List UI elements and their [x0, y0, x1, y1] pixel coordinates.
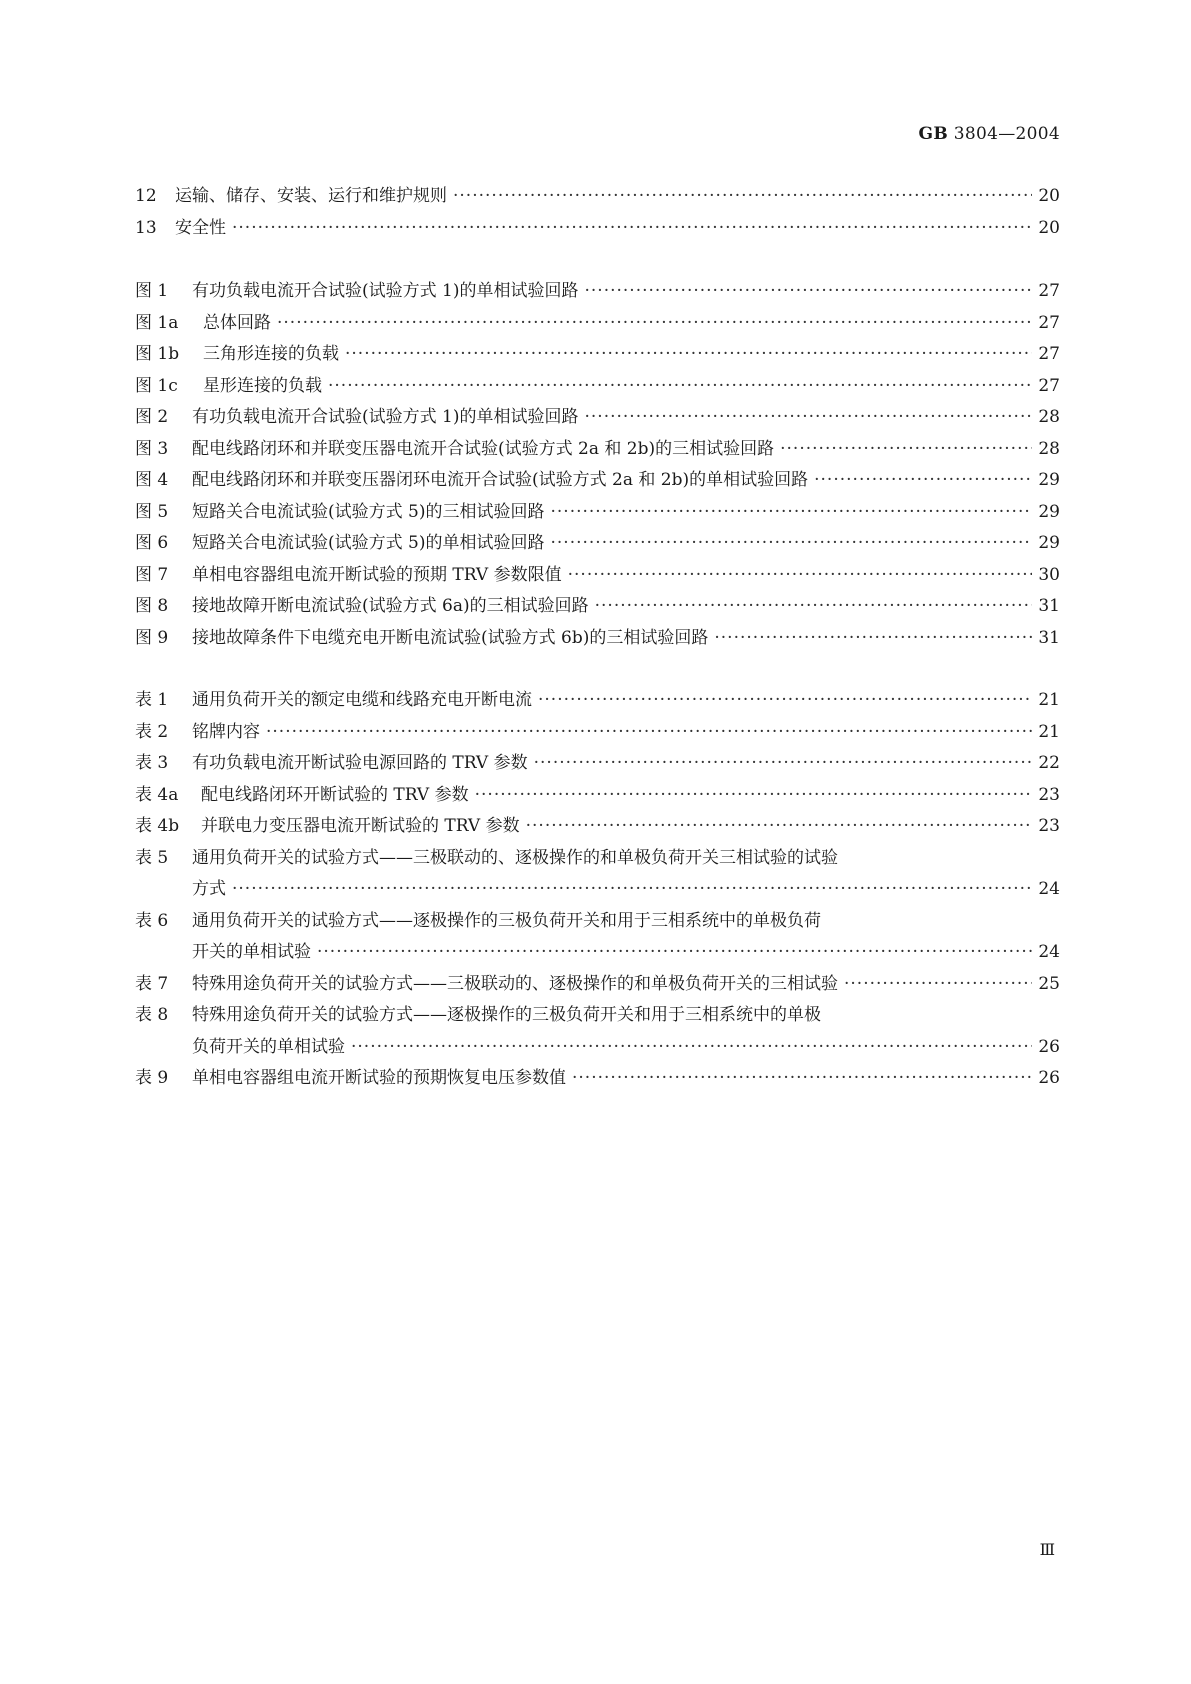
toc-entry-line: [135, 1063, 1060, 1095]
toc-entry-title: 有功负载电流开合试验(试验方式 1)的单相试验回路: [192, 281, 579, 301]
toc-entry[interactable]: [135, 623, 1060, 655]
toc-entry-line: [135, 780, 1060, 812]
toc-entry[interactable]: [135, 465, 1060, 497]
toc-dot-leader: [345, 339, 1032, 371]
toc-entry-number: 图 1b: [135, 344, 180, 364]
toc-dot-leader: [351, 1032, 1032, 1064]
toc-entry-page: 28: [1038, 407, 1060, 427]
toc-entry[interactable]: [135, 969, 1060, 1001]
toc-dot-leader: [266, 717, 1032, 749]
toc-entry-line: [135, 434, 1060, 466]
toc-entry-number: 图 7: [135, 564, 169, 585]
toc-entry-page: 21: [1038, 721, 1060, 742]
toc-tables: [135, 685, 1060, 1095]
toc-dot-leader: [584, 402, 1032, 434]
toc-entry-number: 表 3: [135, 753, 169, 773]
toc-entry-title: 短路关合电流试验(试验方式 5)的三相试验回路: [192, 501, 545, 522]
toc-entry-line: [135, 717, 1060, 749]
toc-entry-page: 27: [1038, 375, 1060, 396]
toc-entry-number: 表 1: [135, 690, 169, 710]
toc-entry-title: 通用负荷开关的试验方式——三极联动的、逐极操作的和单极负荷开关三相试验的试验: [192, 847, 838, 868]
toc-entry-page: 24: [1038, 879, 1060, 899]
toc-entry[interactable]: [135, 591, 1060, 623]
toc-entry-page: 22: [1038, 753, 1060, 773]
toc-entry-title: 铭牌内容: [192, 721, 260, 742]
toc-entry-number: 图 8: [135, 596, 169, 616]
toc-dot-leader: [568, 560, 1032, 592]
toc-entry-number: 表 4a: [135, 784, 179, 805]
toc-entry-line: [135, 465, 1060, 497]
toc-entry-number: 表 8: [135, 1005, 169, 1025]
toc-entry-line: [135, 591, 1060, 623]
toc-entry-line: [135, 685, 1060, 717]
toc-entry-title: 总体回路: [203, 312, 271, 333]
toc-entry-page: 31: [1038, 627, 1060, 648]
toc-dot-leader: [534, 748, 1032, 780]
toc-entry-line: [135, 402, 1060, 434]
toc-entry-page: 31: [1038, 596, 1060, 616]
toc-entry-line: [135, 906, 1060, 938]
toc-entry-number: 图 2: [135, 407, 169, 427]
toc-entry-page: 26: [1038, 1068, 1060, 1088]
toc-entry-page: 23: [1038, 816, 1060, 836]
toc-dot-leader: [550, 528, 1032, 560]
toc-entry-title: 特殊用途负荷开关的试验方式——逐极操作的三极负荷开关和用于三相系统中的单极: [192, 1005, 821, 1025]
toc-entry-page: 27: [1038, 312, 1060, 333]
toc-entry-title: 运输、储存、安装、运行和维护规则: [175, 186, 447, 206]
toc-entry-number: 图 1a: [135, 312, 179, 333]
toc-entry-title: 并联电力变压器电流开断试验的 TRV 参数: [201, 816, 520, 836]
toc-entry-title: 有功负载电流开断试验电源回路的 TRV 参数: [192, 753, 528, 773]
toc-entry-line: [135, 339, 1060, 371]
toc-entry-title: 星形连接的负载: [203, 375, 322, 396]
toc-entry[interactable]: [135, 434, 1060, 466]
standard-prefix: GB: [918, 124, 949, 144]
toc-entry-page: 27: [1038, 281, 1060, 301]
toc-entry-number: 图 1: [135, 281, 169, 301]
toc-entry[interactable]: [135, 1063, 1060, 1095]
toc-entry-page: 26: [1038, 1036, 1060, 1057]
toc-entry-page: 29: [1038, 501, 1060, 522]
toc-entry-page: 20: [1038, 217, 1060, 238]
toc-entry[interactable]: [135, 748, 1060, 780]
toc-entry-line: [135, 560, 1060, 592]
toc-entry-page: 21: [1038, 690, 1060, 710]
toc-entry-title: 通用负荷开关的试验方式——逐极操作的三极负荷开关和用于三相系统中的单极负荷: [192, 910, 821, 931]
toc-entry-number: 图 4: [135, 470, 169, 490]
toc-entry-title: 特殊用途负荷开关的试验方式——三极联动的、逐极操作的和单极负荷开关的三相试验: [192, 973, 838, 994]
toc-dot-leader: [475, 780, 1032, 812]
toc-entry[interactable]: [135, 339, 1060, 371]
toc-entry-page: 28: [1038, 438, 1060, 459]
toc-entry-page: 20: [1038, 186, 1060, 206]
toc-entry-page: 29: [1038, 470, 1060, 490]
toc-entry[interactable]: [135, 308, 1060, 340]
toc-entry-number: 图 1c: [135, 375, 178, 396]
standard-code: 3804—2004: [953, 124, 1060, 144]
toc-entry[interactable]: [135, 685, 1060, 717]
toc-dot-leader: [317, 937, 1032, 969]
toc-entry[interactable]: [135, 717, 1060, 749]
toc-dot-leader: [232, 874, 1032, 906]
toc-entry-title: 有功负载电流开合试验(试验方式 1)的单相试验回路: [192, 407, 579, 427]
toc-dot-leader: [595, 591, 1032, 623]
toc-entry-number: 表 9: [135, 1068, 169, 1088]
page-number: Ⅲ: [1039, 1540, 1055, 1559]
toc-entry-page: 27: [1038, 344, 1060, 364]
toc-entry[interactable]: [135, 1000, 1060, 1063]
toc-entry-title: 配电线路闭环和并联变压器电流开合试验(试验方式 2a 和 2b)的三相试验回路: [192, 438, 775, 459]
toc-entry-line: [135, 276, 1060, 308]
toc-entry[interactable]: [135, 276, 1060, 308]
toc-entry[interactable]: [135, 906, 1060, 969]
toc-dot-leader: [328, 371, 1032, 403]
toc-entry-line: [135, 308, 1060, 340]
toc-dot-leader: [584, 276, 1032, 308]
toc-entry-line: [135, 528, 1060, 560]
toc-entry[interactable]: [135, 402, 1060, 434]
toc-dot-leader: [714, 623, 1032, 655]
toc-entry-number: 12: [135, 186, 157, 206]
toc-dot-leader: [572, 1063, 1032, 1095]
toc-entry-number: 图 6: [135, 533, 169, 553]
toc-entry-page: 29: [1038, 533, 1060, 553]
standard-number: [919, 124, 1060, 144]
toc-entry[interactable]: [135, 811, 1060, 843]
toc-figures: [135, 276, 1060, 654]
toc-entry-line: [135, 371, 1060, 403]
toc-entry-page: 24: [1038, 942, 1060, 962]
toc-dot-leader: [232, 213, 1032, 245]
toc-entry-line: [135, 843, 1060, 875]
toc-entry[interactable]: [135, 528, 1060, 560]
toc-entry[interactable]: [135, 213, 1060, 245]
toc-entry-number: 表 2: [135, 721, 169, 742]
toc-dot-leader: [780, 434, 1032, 466]
toc-entry-title: 单相电容器组电流开断试验的预期恢复电压参数值: [192, 1068, 566, 1088]
toc-entry-number: 图 5: [135, 501, 169, 522]
toc-entry-number: 表 5: [135, 847, 169, 868]
toc-dot-leader: [814, 465, 1032, 497]
toc-entry-title: 接地故障开断电流试验(试验方式 6a)的三相试验回路: [192, 596, 589, 616]
toc-entry-title: 三角形连接的负载: [203, 344, 339, 364]
toc-entry[interactable]: [135, 843, 1060, 906]
toc-entry-title: 通用负荷开关的额定电缆和线路充电开断电流: [192, 690, 532, 710]
toc-entry-line: [135, 1000, 1060, 1032]
toc-entry-title-continued: 负荷开关的单相试验: [192, 1036, 345, 1057]
toc-dot-leader: [277, 308, 1032, 340]
toc-entry-line: [135, 181, 1060, 213]
toc-entry-line: [135, 937, 1060, 969]
toc-entry-number: 13: [135, 217, 157, 238]
toc-entry-title: 单相电容器组电流开断试验的预期 TRV 参数限值: [192, 564, 562, 585]
toc-entry-number: 表 6: [135, 910, 169, 931]
toc-entry-line: [135, 623, 1060, 655]
toc-entry[interactable]: [135, 560, 1060, 592]
toc-entry-title: 安全性: [175, 217, 226, 238]
toc-entry-line: [135, 748, 1060, 780]
toc-dot-leader: [453, 181, 1032, 213]
toc-entry-page: 23: [1038, 784, 1060, 805]
toc-entry-page: 30: [1038, 564, 1060, 585]
toc-dot-leader: [526, 811, 1032, 843]
toc-entry-title: 配电线路闭环开断试验的 TRV 参数: [201, 784, 469, 805]
toc-dot-leader: [550, 497, 1032, 529]
toc-entry[interactable]: [135, 371, 1060, 403]
toc-entry-title: 配电线路闭环和并联变压器闭环电流开合试验(试验方式 2a 和 2b)的单相试验回路: [192, 470, 809, 490]
toc-entry-line: [135, 874, 1060, 906]
toc-entry-number: 图 3: [135, 438, 169, 459]
toc-dot-leader: [538, 685, 1032, 717]
toc-entry[interactable]: [135, 181, 1060, 213]
toc-entry[interactable]: [135, 497, 1060, 529]
toc-entry-title-continued: 方式: [192, 879, 226, 899]
toc-entry-page: 25: [1038, 973, 1060, 994]
toc-entry-line: [135, 811, 1060, 843]
toc-entry-line: [135, 497, 1060, 529]
toc-sections: [135, 181, 1060, 244]
toc-entry-number: 图 9: [135, 627, 169, 648]
toc-entry-line: [135, 1032, 1060, 1064]
toc-entry[interactable]: [135, 780, 1060, 812]
toc-entry-number: 表 7: [135, 973, 169, 994]
toc-entry-line: [135, 969, 1060, 1001]
toc-entry-title: 接地故障条件下电缆充电开断电流试验(试验方式 6b)的三相试验回路: [192, 627, 709, 648]
toc-entry-number: 表 4b: [135, 816, 180, 836]
toc-dot-leader: [844, 969, 1032, 1001]
toc-entry-title-continued: 开关的单相试验: [192, 942, 311, 962]
toc-entry-line: [135, 213, 1060, 245]
toc-entry-title: 短路关合电流试验(试验方式 5)的单相试验回路: [192, 533, 545, 553]
